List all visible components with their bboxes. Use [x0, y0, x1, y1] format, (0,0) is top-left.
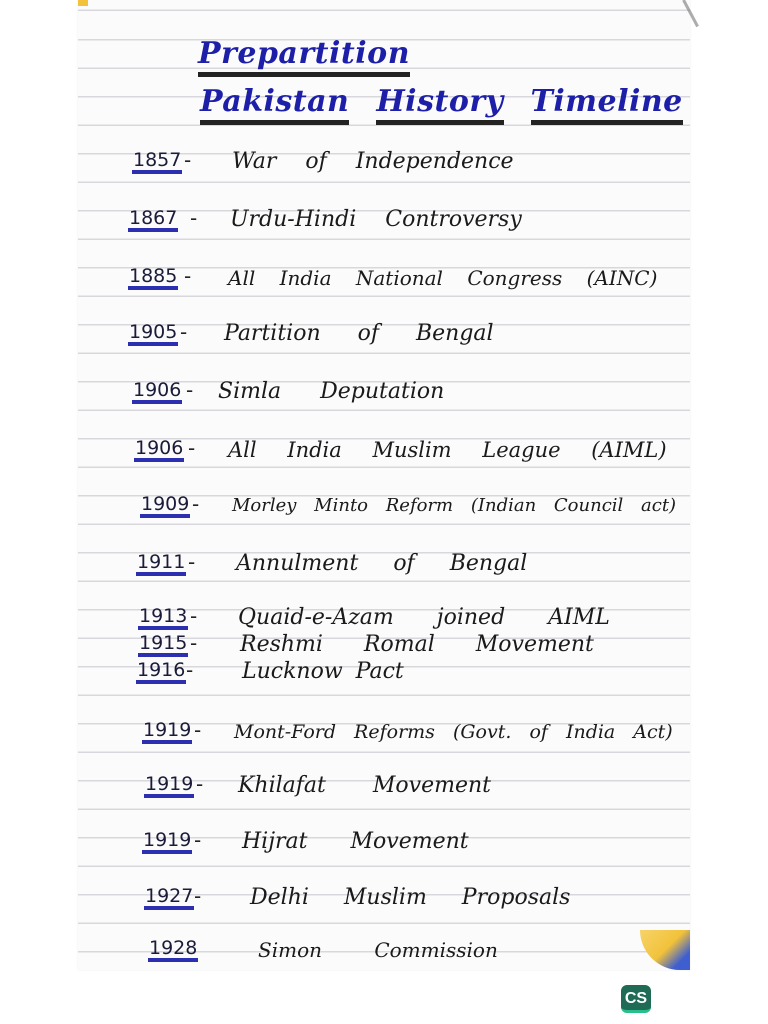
timeline-entry — [0, 322, 768, 352]
notebook-page — [78, 0, 690, 970]
entry-dash: - — [194, 718, 202, 742]
entry-dash: - — [190, 206, 198, 230]
entry-event: All India National Congress (AINC) — [228, 266, 658, 290]
entry-event: Reshmi Romal Movement — [240, 632, 594, 657]
entry-dash: - — [190, 631, 198, 655]
entry-dash: - — [188, 436, 196, 460]
entry-dash: - — [180, 320, 188, 344]
entry-year: 1919 — [142, 830, 192, 854]
title-word-timeline: Timeline — [531, 84, 683, 125]
entry-dash: - — [186, 378, 194, 402]
entry-year: 1885 — [128, 266, 178, 290]
entry-dash: - — [194, 828, 202, 852]
timeline-entry — [0, 380, 768, 410]
timeline-entry — [0, 774, 768, 804]
camscanner-logo-icon: CS — [621, 985, 651, 1013]
entry-event: Khilafat Movement — [238, 773, 491, 798]
entry-event: Mont-Ford Reforms (Govt. of India Act) — [234, 721, 673, 743]
entry-event: Lucknow Pact — [242, 659, 404, 684]
entry-year: 1905 — [128, 322, 178, 346]
entry-year: 1927 — [144, 886, 194, 910]
entry-event: Delhi Muslim Proposals — [250, 885, 571, 910]
page-title-line-1 — [198, 36, 410, 71]
page-corner-tab — [78, 0, 88, 6]
entry-year: 1913 — [138, 606, 188, 630]
entry-year: 1911 — [136, 552, 186, 576]
entry-event: Partition of Bengal — [224, 321, 494, 346]
entry-event: All India Muslim League (AIML) — [228, 438, 667, 462]
entry-dash: - — [184, 148, 192, 172]
timeline-entry — [0, 208, 768, 238]
entry-dash: - — [184, 264, 192, 288]
entry-dash: - — [190, 604, 198, 628]
entry-year: 1906 — [132, 380, 182, 404]
entry-event: War of Independence — [232, 149, 514, 174]
entry-event: Simla Deputation — [218, 379, 445, 404]
entry-year: 1857 — [132, 150, 182, 174]
entry-dash: - — [186, 658, 194, 682]
timeline-entry — [0, 830, 768, 860]
entry-dash: - — [196, 772, 204, 796]
timeline-entry — [0, 552, 768, 582]
entry-event: Hijrat Movement — [242, 829, 469, 854]
timeline-entry — [0, 150, 768, 180]
entry-event: Simon Commission — [258, 938, 498, 962]
entry-event: Urdu-Hindi Controversy — [230, 207, 522, 232]
entry-event: Annulment of Bengal — [236, 551, 528, 576]
entry-year: 1919 — [142, 720, 192, 744]
timeline-entry — [0, 438, 768, 468]
timeline-entry — [0, 938, 768, 968]
timeline-entry — [0, 886, 768, 916]
timeline-entry — [0, 660, 768, 690]
entry-dash: - — [194, 884, 202, 908]
entry-year: 1916 — [136, 660, 186, 684]
entry-dash: - — [192, 492, 200, 516]
title-word-prepartition: Prepartition — [198, 36, 410, 77]
entry-year: 1906 — [134, 438, 184, 462]
timeline-entry — [0, 266, 768, 296]
entry-year: 1915 — [138, 633, 188, 657]
entry-event: Morley Minto Reform (Indian Council act) — [232, 495, 677, 516]
entry-year: 1919 — [144, 774, 194, 798]
entry-event: Quaid-e-Azam joined AIML — [238, 605, 610, 630]
entry-year: 1909 — [140, 494, 190, 518]
entry-year: 1928 — [148, 938, 198, 962]
entry-year: 1867 — [128, 208, 178, 232]
timeline-entry — [0, 720, 768, 750]
title-word-pakistan: Pakistan — [200, 84, 349, 125]
page-title-line-2 — [200, 84, 683, 119]
timeline-entry — [0, 494, 768, 524]
entry-dash: - — [188, 550, 196, 574]
title-word-history: History — [376, 84, 503, 125]
